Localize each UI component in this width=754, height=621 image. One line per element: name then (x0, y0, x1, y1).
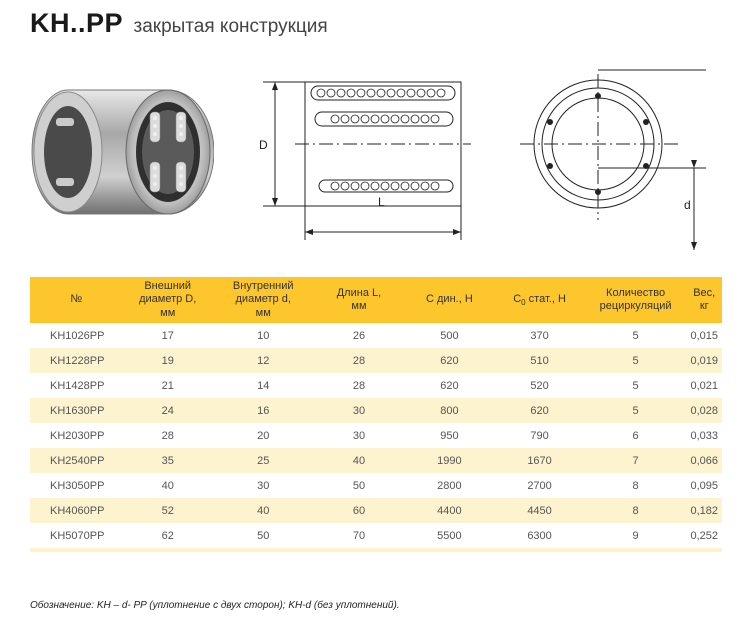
table-cell: 25 (213, 448, 314, 473)
col-header-length: Длина L, мм (314, 277, 405, 323)
table-cell: KH1026PP (30, 323, 123, 348)
table-cell: 52 (123, 498, 213, 523)
table-cell: 6300 (494, 523, 584, 550)
col-header-outer-diameter: Внешний диаметр D, мм (123, 277, 213, 323)
table-row (30, 398, 722, 423)
table-cell: 0,182 (686, 498, 722, 523)
table-cell: 1990 (404, 448, 494, 473)
table-cell: 5 (585, 398, 687, 423)
table-cell: 14 (213, 373, 314, 398)
table-cell: 40 (123, 473, 213, 498)
table-row (30, 473, 722, 498)
bearing-front-drawing (520, 60, 740, 260)
table-cell: 2700 (494, 473, 584, 498)
table-cell: 5 (585, 348, 687, 373)
table-cell: KH2540PP (30, 448, 123, 473)
table-cell: 620 (404, 348, 494, 373)
table-cell: KH4060PP (30, 498, 123, 523)
table-cell: 28 (314, 348, 405, 373)
table-row (30, 498, 722, 523)
table-cell: 620 (494, 398, 584, 423)
product-subtitle: закрытая конструкция (133, 16, 328, 37)
table-cell: 0,252 (686, 523, 722, 550)
table-row (30, 523, 722, 550)
table-row (30, 448, 722, 473)
table-cell: KH1630PP (30, 398, 123, 423)
table-cell: 26 (314, 323, 405, 348)
table-cell: 7 (585, 448, 687, 473)
table-cell: 6 (585, 423, 687, 448)
designation-note: Обозначение: KH – d- PP (уплотнение с двух сторон); KH-d (без уплотнений). (30, 600, 400, 611)
col-header-inner-diameter: Внутренний диаметр d, мм (213, 277, 314, 323)
table-cell: 50 (314, 473, 405, 498)
table-cell: 19 (123, 348, 213, 373)
col-header-static-load: $C_0$ стат., Н (494, 277, 584, 323)
table-cell: 30 (213, 473, 314, 498)
table-cell: 0,015 (686, 323, 722, 348)
col-header-dynamic-load: С дин., Н (404, 277, 494, 323)
table-cell: 0,028 (686, 398, 722, 423)
table-cell: 20 (213, 423, 314, 448)
table-cell: 35 (123, 448, 213, 473)
table-header-row (30, 277, 722, 323)
table-cell: 62 (123, 523, 213, 550)
table-cell: 40 (314, 448, 405, 473)
bearing-photo (28, 80, 214, 226)
table-cell: KH3050PP (30, 473, 123, 498)
table-cell: 0,066 (686, 448, 722, 473)
table-row (30, 423, 722, 448)
table-cell: 8 (585, 473, 687, 498)
table-cell: 510 (494, 348, 584, 373)
dimension-label-L: L (378, 195, 385, 209)
table-cell: 10 (213, 323, 314, 348)
table-row (30, 373, 722, 398)
table-cell: 5 (585, 373, 687, 398)
table-cell: 1670 (494, 448, 584, 473)
spec-table (30, 277, 722, 552)
table-cell: 950 (404, 423, 494, 448)
table-cell: 40 (213, 498, 314, 523)
dimension-label-d: d (684, 198, 691, 212)
table-cell: 16 (213, 398, 314, 423)
table-cell: 30 (314, 398, 405, 423)
table-cell: 790 (494, 423, 584, 448)
table-cell: 370 (494, 323, 584, 348)
table-cell: 2800 (404, 473, 494, 498)
table-cell: 4450 (494, 498, 584, 523)
col-header-weight: Вес, кг (686, 277, 722, 323)
table-cell: 0,095 (686, 473, 722, 498)
table-cell: 0,019 (686, 348, 722, 373)
table-cell: 17 (123, 323, 213, 348)
table-cell: 28 (123, 423, 213, 448)
table-cell: 520 (494, 373, 584, 398)
table-cell: KH5070PP (30, 523, 123, 550)
table-cell: 50 (213, 523, 314, 550)
table-cell: 0,021 (686, 373, 722, 398)
table-cell: KH1428PP (30, 373, 123, 398)
table-cell: 800 (404, 398, 494, 423)
table-cell: KH1228PP (30, 348, 123, 373)
product-code: KH..PP (30, 8, 124, 38)
table-cell: 21 (123, 373, 213, 398)
dimension-label-D: D (259, 138, 268, 152)
table-cell: 12 (213, 348, 314, 373)
table-cell: KH2030PP (30, 423, 123, 448)
table-cell: 4400 (404, 498, 494, 523)
table-cell: 0,033 (686, 423, 722, 448)
table-cell: 500 (404, 323, 494, 348)
table-cell: 70 (314, 523, 405, 550)
page-title (30, 8, 328, 39)
table-cell: 28 (314, 373, 405, 398)
table-cell: 5 (585, 323, 687, 348)
table-cell: 8 (585, 498, 687, 523)
col-header-no: № (30, 277, 123, 323)
table-cell: 9 (585, 523, 687, 550)
table-cell: 5500 (404, 523, 494, 550)
table-row (30, 348, 722, 373)
table-row (30, 323, 722, 348)
table-cell: 30 (314, 423, 405, 448)
table-cell: 620 (404, 373, 494, 398)
table-cell: 24 (123, 398, 213, 423)
col-header-circuits: Количество рециркуляций (585, 277, 687, 323)
bearing-side-drawing (255, 70, 475, 250)
table-cell: 60 (314, 498, 405, 523)
